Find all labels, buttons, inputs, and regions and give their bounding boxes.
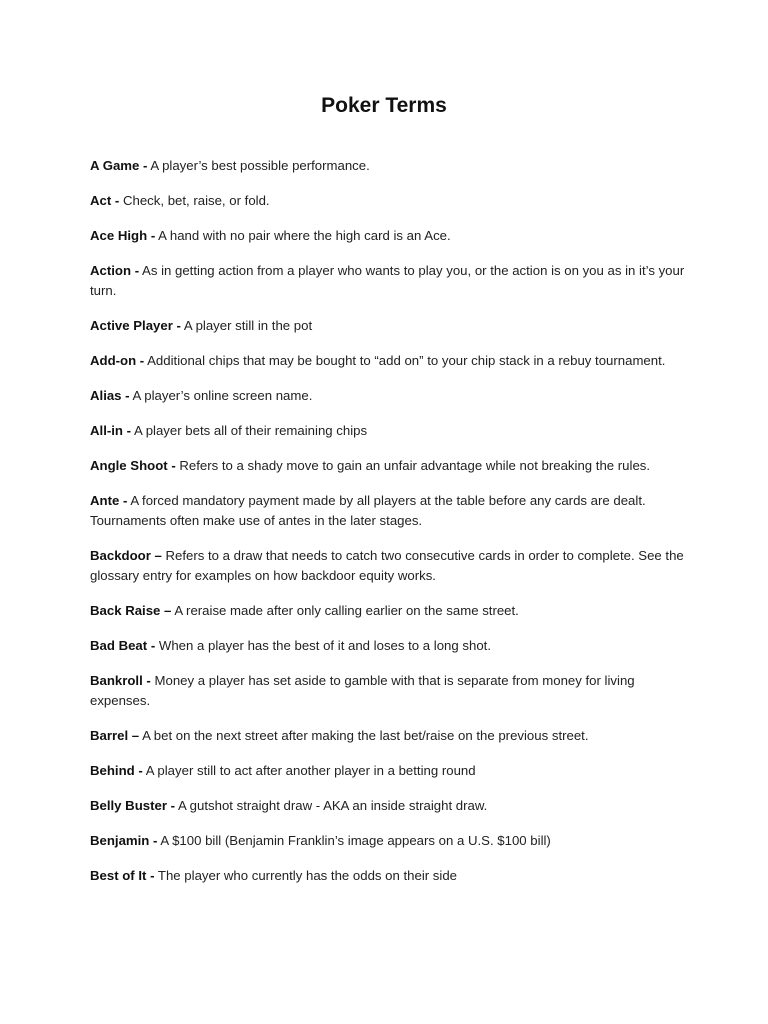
term-definition: A player still to act after another player in a betting round (145, 763, 476, 778)
term-name: Back Raise – (90, 603, 172, 618)
term-definition: A reraise made after only calling earlier on the same street. (174, 603, 519, 618)
term-definition: A bet on the next street after making the last bet/raise on the previous street. (142, 728, 589, 743)
glossary-entry (90, 601, 690, 621)
glossary-entry (90, 226, 690, 246)
glossary-entry (90, 191, 690, 211)
term-definition: A player’s best possible performance. (150, 158, 370, 173)
page-title: Poker Terms (321, 94, 447, 117)
term-definition: A gutshot straight draw - AKA an inside straight draw. (177, 798, 488, 813)
glossary-entry (90, 546, 690, 586)
term-name: Act - (90, 193, 120, 208)
term-definition: Refers to a draw that needs to catch two consecutive cards in order to complete. See the glossary entry for examples on how backdoor equity works. (90, 548, 684, 583)
term-name: Bankroll - (90, 673, 151, 688)
term-definition: Additional chips that may be bought to “add on” to your chip stack in a rebuy tournament. (147, 353, 666, 368)
glossary-entry (90, 421, 690, 441)
glossary-entry (90, 671, 690, 711)
glossary-entry (90, 726, 690, 746)
term-name: Barrel – (90, 728, 140, 743)
term-name: Best of It - (90, 868, 155, 883)
term-name: All-in - (90, 423, 132, 438)
glossary-entry (90, 351, 690, 371)
glossary-entry (90, 316, 690, 336)
term-name: Action - (90, 263, 140, 278)
term-name: Ante - (90, 493, 128, 508)
term-definition: Refers to a shady move to gain an unfair advantage while not breaking the rules. (179, 458, 651, 473)
term-name: Add-on - (90, 353, 145, 368)
glossary-entry (90, 456, 690, 476)
glossary-entry (90, 796, 690, 816)
glossary-entry (90, 491, 690, 531)
term-definition: Money a player has set aside to gamble with that is separate from money for living expenses. (90, 673, 635, 708)
term-name: A Game - (90, 158, 148, 173)
term-definition: A player still in the pot (183, 318, 313, 333)
term-definition: Check, bet, raise, or fold. (122, 193, 270, 208)
term-definition: A forced mandatory payment made by all players at the table before any cards are dealt. Tournaments often make use of antes in the later stages. (90, 493, 646, 528)
term-definition: A player bets all of their remaining chips (133, 423, 368, 438)
term-name: Backdoor – (90, 548, 162, 563)
glossary-entry (90, 761, 690, 781)
terms-list (90, 156, 690, 901)
term-name: Alias - (90, 388, 130, 403)
glossary-entry (90, 386, 690, 406)
term-name: Angle Shoot - (90, 458, 176, 473)
glossary-entry (90, 261, 690, 301)
term-name: Behind - (90, 763, 143, 778)
term-name: Bad Beat - (90, 638, 156, 653)
term-definition: When a player has the best of it and loses to a long shot. (158, 638, 491, 653)
term-name: Active Player - (90, 318, 181, 333)
term-definition: A hand with no pair where the high card is an Ace. (158, 228, 451, 243)
term-definition: A player’s online screen name. (132, 388, 313, 403)
term-name: Ace High - (90, 228, 156, 243)
term-definition: As in getting action from a player who wants to play you, or the action is on you as in it’s your turn. (90, 263, 685, 298)
term-definition: The player who currently has the odds on their side (157, 868, 458, 883)
glossary-entry (90, 831, 690, 851)
glossary-entry (90, 156, 690, 176)
term-definition: A $100 bill (Benjamin Franklin’s image appears on a U.S. $100 bill) (160, 833, 551, 848)
glossary-entry (90, 636, 690, 656)
term-name: Belly Buster - (90, 798, 176, 813)
term-name: Benjamin - (90, 833, 158, 848)
glossary-entry (90, 866, 690, 886)
